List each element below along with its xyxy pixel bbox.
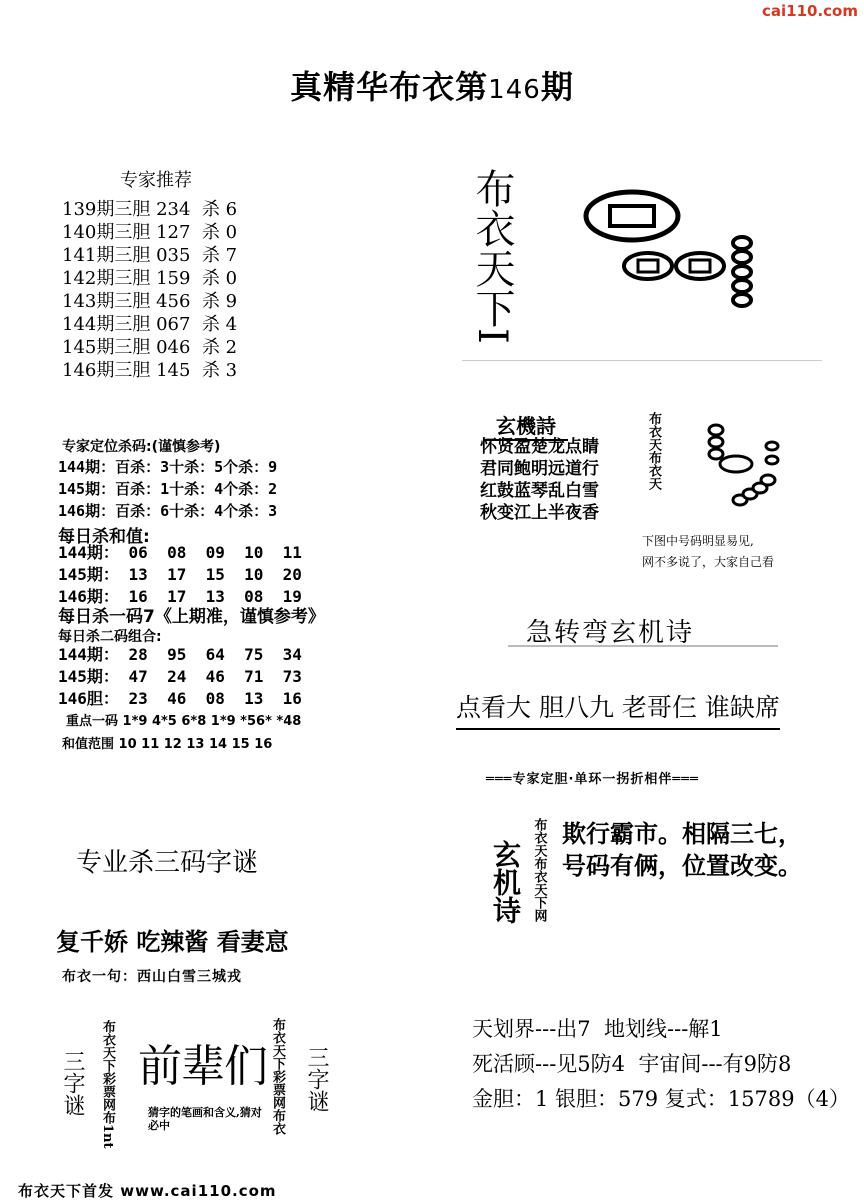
divider [508,645,778,647]
daily-sum-list [58,542,302,608]
hint-line: 天划界---出7 地划线---解1 [472,1017,723,1041]
poem-line: 君同鲍明远道行 [480,459,599,479]
list-item: 144期：百杀：3十杀：5个杀：9 [58,458,278,476]
butian-vertical: 布衣天下I [469,168,515,344]
site-tag: cai110.com [762,2,858,20]
sanzi-left: 三字谜 [60,1050,85,1116]
jizhuan-title: 急转弯玄机诗 [526,618,695,648]
daily-sum-heading: 每日杀和值: [58,527,150,547]
list-item: 144期： 06 08 09 10 11 [58,543,302,562]
daily-kill-one: 每日杀一码7《上期准，谨慎参考》 [58,607,325,627]
poem-line: 红鼓蓝琴乱白雪 [480,481,599,501]
coins-drawing [576,186,766,316]
list-item: 146期： 16 17 13 08 19 [58,587,302,606]
list-item: 140期三胆 127 杀 0 [62,222,238,243]
poem-line: 秋变江上半夜香 [480,503,599,523]
riddle-one-line: 布衣一句：西山白雪三城戎 [62,969,242,985]
list-item: 142期三胆 159 杀 0 [62,268,238,289]
sum-range: 和值范围 10 11 12 13 14 15 16 [62,737,273,752]
brand-vertical-right: 布衣天下彩票网布衣 [270,1018,285,1135]
xuanjishi-big: 玄机诗 [489,840,522,924]
list-item: 146胆： 23 46 08 13 16 [58,689,302,708]
hint-box [472,1012,850,1117]
list-item: 144期： 28 95 64 75 34 [58,645,302,664]
hint-line: 死活顾---见5防4 宇宙间---有9防8 [472,1052,792,1076]
two-code-heading: 每日杀二码组合: [58,629,162,645]
poem-line: 怀贤盈楚龙点睛 [480,437,599,457]
xuanjishi-brand-vertical: 布衣天布衣天下网 [531,818,547,922]
position-kill-heading: 专家定位杀码:(谨慎参考) [62,439,221,455]
hint-line: 金胆：1 银胆：579 复式：15789（4） [472,1087,850,1111]
brand-vertical-left: 布衣天下彩票网布1nt [100,1020,115,1149]
xuanji-poem [480,436,599,524]
title-main: 真精华布衣第 [290,68,489,106]
list-item: 145期： 47 24 46 71 73 [58,667,302,686]
xuanji-note-1: 下图中号码明显易见, [642,534,754,548]
list-item: 144期三胆 067 杀 4 [62,314,238,335]
focus-line: 重点一码 1*9 4*5 6*8 1*9 *56* *48 [66,714,302,729]
list-item: 146期：百杀：6十杀：4个杀：3 [58,502,278,520]
list-item: 145期三胆 046 杀 2 [62,337,238,358]
guess-note: 猜字的笔画和含义,猜对必中 [148,1106,262,1132]
divider [462,360,822,361]
riddle-text: 复千娇 吃辣酱 看妻恴 [56,927,289,956]
expert-ding-dan: ═══专家定胆·单环一拐折相伴═══ [486,772,699,787]
list-item: 143期三胆 456 杀 9 [62,291,238,312]
beads-drawing [690,416,790,516]
footer: 布衣天下首发 www.cai110.com [18,1182,277,1200]
page-title [0,62,864,108]
two-code-list [58,644,302,710]
hot-line: 点看大 胆八九 老哥仨 谁缺席 [456,688,780,730]
title-suffix: 期 [540,68,574,106]
big-word: 前辈们 [138,1041,267,1092]
list-item: 146期三胆 145 杀 3 [62,360,238,381]
riddle-title: 专业杀三码字谜 [76,848,259,878]
expert-rec-list [62,198,237,382]
list-item: 145期：百杀：1十杀：4个杀：2 [58,480,278,498]
title-issue: 146 [488,75,541,105]
expert-rec-heading: 专家推荐 [120,170,192,191]
xuanji-heading: 玄機詩 [484,410,568,441]
position-kill-list [58,456,277,522]
poem-line: 号码有俩，位置改变。 [562,851,802,880]
xuanjishi-poem [562,818,802,882]
sanzi-right: 三字谜 [304,1046,329,1112]
xuanji-note-2: 网不多说了，大家自己看 [642,555,775,569]
list-item: 139期三胆 234 杀 6 [62,199,238,220]
xuanji-brand-vertical: 布衣天布衣天 [646,412,661,490]
list-item: 145期： 13 17 15 10 20 [58,565,302,584]
poem-line: 欺行霸市。相隔三七， [562,819,802,848]
list-item: 141期三胆 035 杀 7 [62,245,238,266]
